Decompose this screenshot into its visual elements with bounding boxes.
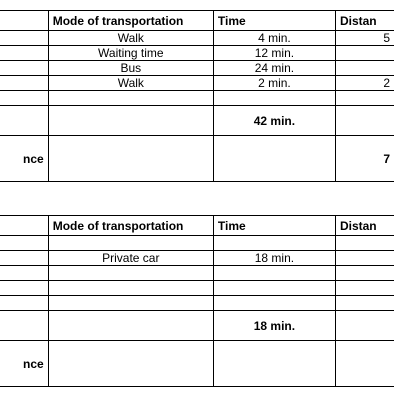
header-time: Time (213, 216, 335, 236)
row-label: nce (0, 136, 48, 182)
distance-cell (335, 106, 394, 136)
header-cell-label (0, 11, 48, 31)
table-row (0, 91, 394, 106)
header-time: Time (213, 11, 335, 31)
table-row (0, 46, 394, 61)
row-label (0, 311, 48, 341)
distance-cell (335, 266, 394, 281)
distance-cell (335, 61, 394, 76)
mode-cell: Walk (48, 76, 213, 91)
row-label (0, 91, 48, 106)
table-row (0, 31, 394, 46)
time-cell (213, 91, 335, 106)
route-table-bus (0, 10, 394, 182)
table-row (0, 236, 394, 251)
time-cell (213, 296, 335, 311)
time-cell (213, 136, 335, 182)
distance-cell: 5 (335, 31, 394, 46)
row-label (0, 31, 48, 46)
table-row (0, 281, 394, 296)
table-row (0, 251, 394, 266)
header-distance: Distan (335, 11, 394, 31)
row-label (0, 61, 48, 76)
mode-cell (48, 136, 213, 182)
mode-cell: Waiting time (48, 46, 213, 61)
total-time-cell: 42 min. (213, 106, 335, 136)
time-cell: 2 min. (213, 76, 335, 91)
table-header-row (0, 216, 394, 236)
total-distance-cell: 7 (335, 136, 394, 182)
total-time-cell: 18 min. (213, 311, 335, 341)
mode-cell: Private car (48, 251, 213, 266)
mode-cell (48, 341, 213, 387)
mode-cell (48, 106, 213, 136)
mode-cell (48, 266, 213, 281)
mode-cell (48, 311, 213, 341)
table-row (0, 76, 394, 91)
time-cell: 18 min. (213, 251, 335, 266)
mode-cell: Walk (48, 31, 213, 46)
table-row (0, 296, 394, 311)
distance-cell: 2 (335, 76, 394, 91)
total-distance-row (0, 341, 394, 387)
row-label (0, 251, 48, 266)
time-cell: 4 min. (213, 31, 335, 46)
mode-cell: Bus (48, 61, 213, 76)
total-time-row (0, 311, 394, 341)
total-distance-cell (335, 341, 394, 387)
table-row (0, 61, 394, 76)
row-label (0, 46, 48, 61)
distance-cell (335, 281, 394, 296)
time-cell: 12 min. (213, 46, 335, 61)
row-label (0, 76, 48, 91)
total-time-row (0, 106, 394, 136)
table-row (0, 266, 394, 281)
row-label (0, 106, 48, 136)
distance-cell (335, 251, 394, 266)
time-cell: 24 min. (213, 61, 335, 76)
distance-cell (335, 311, 394, 341)
mode-cell (48, 91, 213, 106)
header-distance: Distan (335, 216, 394, 236)
mode-cell (48, 296, 213, 311)
time-cell (213, 266, 335, 281)
distance-cell (335, 91, 394, 106)
table-header-row (0, 11, 394, 31)
row-label (0, 236, 48, 251)
distance-cell (335, 236, 394, 251)
row-label (0, 296, 48, 311)
header-cell-label (0, 216, 48, 236)
time-cell (213, 236, 335, 251)
time-cell (213, 341, 335, 387)
route-table-car (0, 215, 394, 387)
row-label (0, 281, 48, 296)
time-cell (213, 281, 335, 296)
distance-cell (335, 296, 394, 311)
total-distance-row (0, 136, 394, 182)
header-mode: Mode of transportation (48, 216, 213, 236)
header-mode: Mode of transportation (48, 11, 213, 31)
distance-cell (335, 46, 394, 61)
mode-cell (48, 281, 213, 296)
mode-cell (48, 236, 213, 251)
row-label: nce (0, 341, 48, 387)
row-label (0, 266, 48, 281)
